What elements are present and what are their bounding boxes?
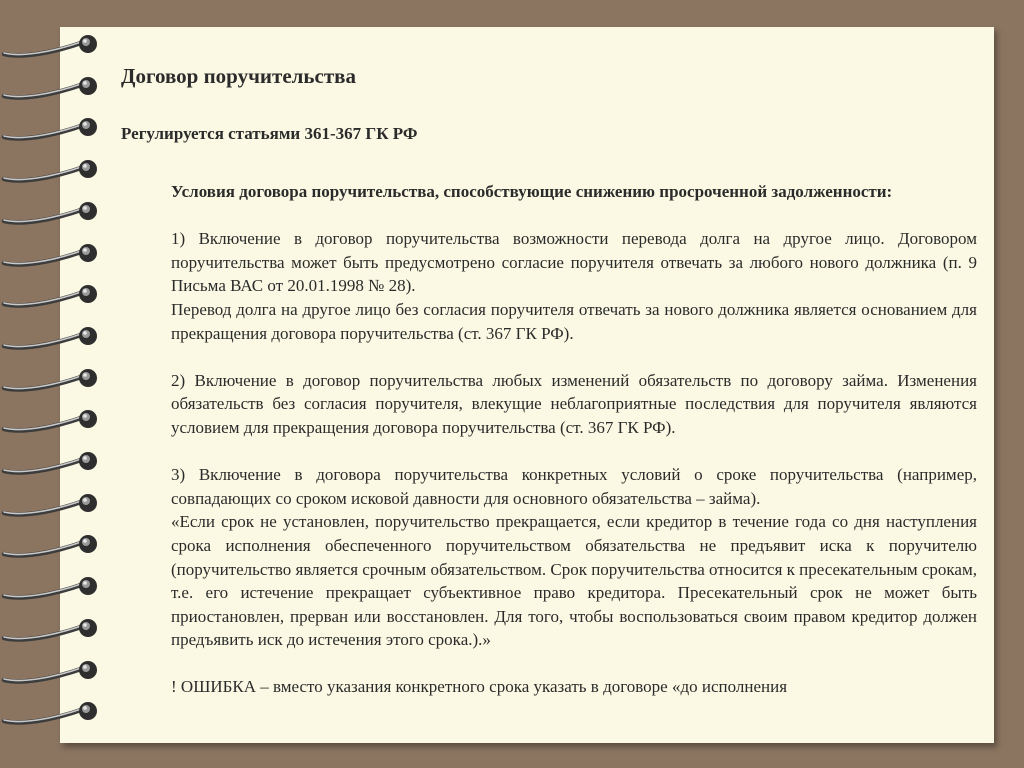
item-1-paragraph: 1) Включение в договор поручительства возможности перевода долга на другое лицо. Договором поручительства может быть предусмотрено согласие поручителя отвечать за любого нового должника (п. 9 Письма ВАС от 20.01.1998 № 28). [171,229,977,296]
body-text [171,180,977,699]
item-3-paragraph: 3) Включение в договора поручительства конкретных условий о сроке поручительства (например, совпадающих со сроком исковой давности для основного обязательства – займа). [171,465,977,508]
error-note: ! ОШИБКА – вместо указания конкретного срока указать в договоре «до исполнения [171,677,788,697]
item-3-quote: «Если срок не установлен, поручительство прекращается, если кредитор в течение года со дня наступления срока исполнения обеспеченного поручительством обязательства не предъявит иска к поручителю (поручительство является срочным обязательством. Срок поручительства относится к пресекательным срокам, т.е. его истечение прекращает субъективное право кредитора. Пресекательный срок не может быть приостановлен, прерван или восстановлен. Для того, чтобы воспользоваться своим правом кредитор должен предъявить иск до истечения этого срока.).» [171,512,977,650]
slide-subtitle: Регулируется статьями 361-367 ГК РФ [121,124,418,143]
item-1-consequence: Перевод долга на другое лицо без согласия поручителя отвечать за нового должника является основанием для прекращения договора поручительства (ст. 367 ГК РФ). [171,299,977,343]
slide-title: Договор поручительства [121,64,357,88]
item-2-paragraph: 2) Включение в договор поручительства любых изменений обязательств по договору займа. Изменения обязательств без согласия поручителя, влекущие неблагоприятные последствия для поручителя являются условием для прекращения договора поручительства (ст. 367 ГК РФ). [171,370,977,437]
conditions-heading: Условия договора поручительства, способствующие снижению просроченной задолженности: [171,182,893,201]
